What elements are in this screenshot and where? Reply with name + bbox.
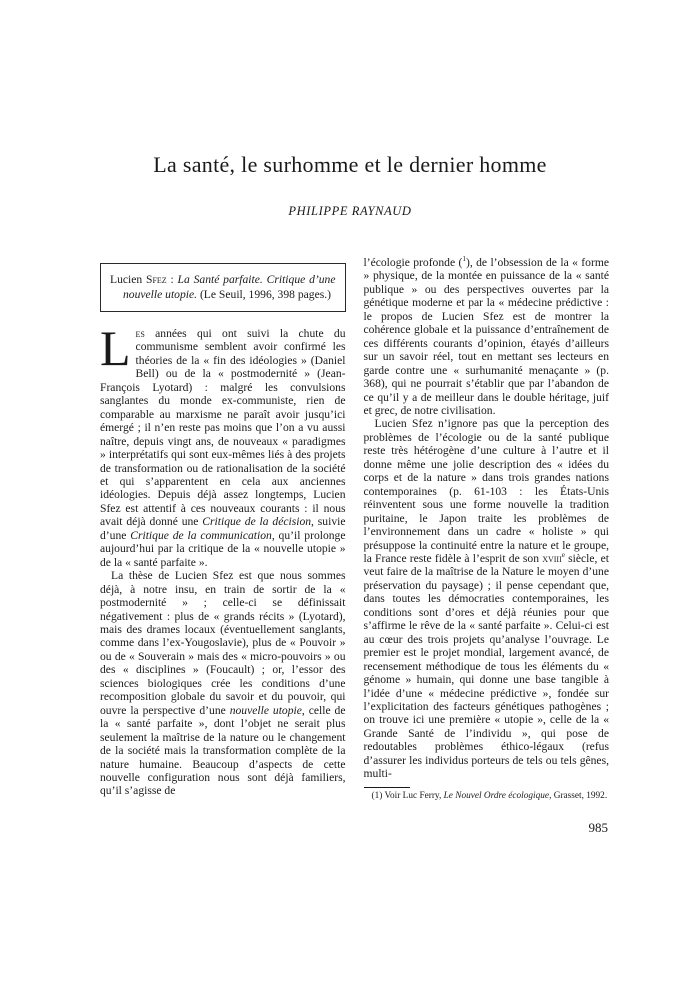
paragraph-continuation: l’écologie profonde ($^1$), de l’obsession de la « forme » physique, de la montée en puissance de la « santé publique » ou des perspectives ouvertes par la génétique moderne et par la « médecine prédictive : le propos de Lucien Sfez est de montrer la cohérence globale et la puissance d’entraînement de ces différents courants d’opinion, étayés d’ailleurs sur un savoir réel, tout en mettant ses lecteurs en garde contre une « surhumanité menaçante » (p. 368), qui ne pourrait s’établir que par l’abandon de ce qu’il y a de meilleur dans le double héritage, juif et grec, de notre civilisation. [363,255,609,417]
author-name: PHILIPPE RAYNAUD [288,204,412,218]
paragraph-opening-text: es années qui ont suivi la chute du communisme semblent avoir confirmé les théories de la « fin des idéologies » (Daniel Bell) ou de la « postmodernité » (Jean-François Lyotard) : malgré les convulsions sanglantes du monde ex-communiste, rien de comparable au marxisme ne paraît avoir jusqu’ici émergé ; il n’en reste pas moins que l’on a vu aussi naître, depuis vingt ans, de nouveaux « paradigmes » interprétatifs qui sont eux-mêmes liés à des projets de transformation ou de rationalisation de la société et qui s’apparentent en cela aux anciennes idéologies. Depuis déjà assez longtemps, Lucien Sfez est attentif à ces nouveaux courants : il nous avait déjà donné une Critique de la décision, suivie d’une Critique de la communication, qu’il prolonge aujourd’hui par la critique de la « nouvelle utopie » de la « santé parfaite ». [100,327,346,569]
page-number: 985 [588,820,608,835]
footnote-text: (1) Voir Luc Ferry, Le Nouvel Ordre écologique, Grasset, 1992. [371,790,608,801]
right-column [364,256,610,802]
page-title: La santé, le surhomme et le dernier homme [153,152,547,177]
paragraph-thesis: La thèse de Lucien Sfez est que nous sommes déjà, à notre insu, en train de sortir de la « postmodernité » ; celle-ci se définissait négativement : plus de « grands récits » (Lyotard), mais des drames locaux (éventuellement sanglants, comme dans l’ex-Yougoslavie), plus de « Pouvoir » ou de « Souverain » mais des « micro-pouvoirs » ou des « disciplines » (Foucault) ; or, l’essor des sciences biologiques crée les conditions d’une recomposition globale du savoir et du pouvoir, qui ouvre la perspective d’une nouvelle utopie, celle de la « santé parfaite », dont l’objet ne serait plus seulement la maîtrise de la nature ou le changement de la société mais la transformation complète de la nature humaine. Beaucoup d’aspects de cette nouvelle configuration nous sont déjà familiers, qu’il s’agisse de [100,569,346,798]
left-column [100,256,346,802]
book-reference-text: Lucien Sfez : La Santé parfaite. Critique d’une nouvelle utopie. (Le Seuil, 1996, 398 pages.) [110,273,336,301]
book-reference-box [100,263,346,312]
paragraph-perception: Lucien Sfez n’ignore pas que la perception des problèmes de l’écologie ou de la santé publique reste très hétérogène d’une culture à l’autre et il donne même une jolie description des « idées du corps et de la nature » dans trois grandes nations contemporaines (p. 61-103 : les États-Unis réinventent sous une forme nouvelle la tradition puritaine, le Japon traite les problèmes de l’environnement dans un cadre « holiste » qui présuppose la continuité entre la nature et le groupe, la France reste fidèle à l’esprit de son xviii$^e$ siècle, et veut faire de la maîtrise de la Nature le moyen d’une préservation du paysage) ; il pense cependant que, dans toutes les démocraties contemporaines, les conditions sont d’ores et déjà réunies pour que s’affirme le rêve de la « santé parfaite ». Celui-ci est au cœur des trois projets qu’analyse l’ouvrage. Le premier est le projet mondial, largement avancé, de recensement méthodique de tous les éléments du « génome » humain, qui donne une base tangible à l’idée d’une « médecine prédictive », fondée sur l’explicitation des facteurs génétiques pathogènes ; on trouve ici une première « utopie », celle de la « Grande Santé de l’individu », qui pose de redoutables problèmes éthico-légaux (refus d’assurer les individus porteurs de tels ou tels gênes, multi- [363,417,609,781]
paragraph-opening [100,320,346,569]
dropcap-letter: L [100,320,131,376]
footnote-block [364,787,610,802]
footnote-rule [364,787,410,788]
two-column-body [100,256,609,802]
